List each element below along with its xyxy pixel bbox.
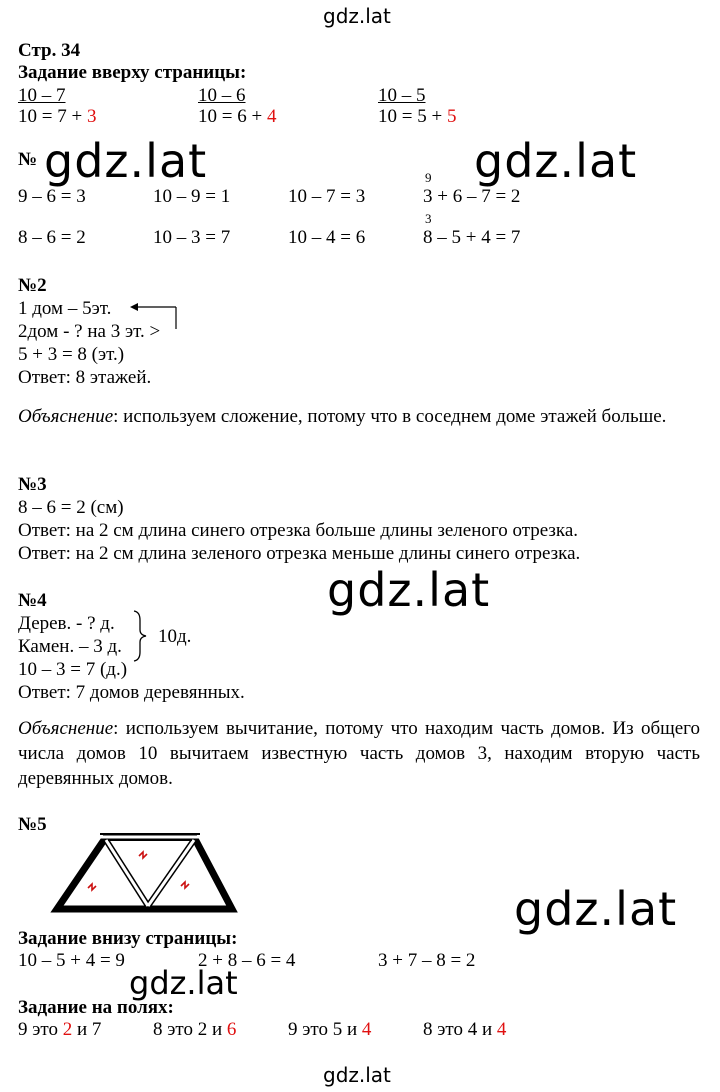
task1-r2-c4: 8 – 5 + 4 = 7	[423, 227, 521, 248]
task1-sup-3: 3	[425, 211, 432, 226]
margins-task-title: Задание на полях:	[18, 997, 174, 1018]
task2-line3: 5 + 3 = 8 (эт.)	[18, 344, 125, 365]
task1-r2-c1: 8 – 6 = 2	[18, 227, 86, 248]
margins-item-3: 9 это 5 и 4	[288, 1019, 372, 1040]
task1-r1-c3: 10 – 7 = 3	[288, 186, 366, 207]
task5-label: №5	[18, 814, 47, 835]
task1-label: №	[18, 149, 38, 170]
task4-line3: 10 – 3 = 7 (д.)	[18, 659, 128, 680]
top-expr-3: 10 – 5	[378, 85, 426, 106]
task2-answer: Ответ: 8 этажей.	[18, 367, 152, 388]
task4-total: 10д.	[158, 626, 192, 647]
top-task-title: Задание вверху страницы:	[18, 62, 247, 83]
task4-answer: Ответ: 7 домов деревянных.	[18, 682, 245, 703]
watermark-3: gdz.lat	[327, 563, 491, 617]
task3-line1: 8 – 6 = 2 (см)	[18, 497, 124, 518]
task3-label: №3	[18, 474, 47, 495]
watermark-4: gdz.lat	[514, 882, 678, 936]
task3-answer2: Ответ: на 2 см длина зеленого отрезка меньше длины синего отрезка.	[18, 543, 581, 564]
top-eq-1: 10 = 7 + 3	[18, 106, 97, 127]
top-eq-3: 10 = 5 + 5	[378, 106, 457, 127]
bottom-expr-3: 3 + 7 – 8 = 2	[378, 950, 476, 971]
task1-r1-c1: 9 – 6 = 3	[18, 186, 86, 207]
task2-explanation: Объяснение: используем сложение, потому что в соседнем доме этажей больше.	[18, 406, 667, 427]
task1-sup-9: 9	[425, 170, 432, 185]
task2-line1: 1 дом – 5эт.	[18, 298, 112, 319]
watermark-1: gdz.lat	[44, 134, 208, 188]
task4-explanation: Объяснение: используем вычитание, потому что находим часть домов. Из общего числа домов 10 вычитаем известную часть домов 3, находим вторую часть деревянных домов.	[18, 718, 700, 789]
margins-item-4: 8 это 4 и 4	[423, 1019, 507, 1040]
bottom-expr-2: 2 + 8 – 6 = 4	[198, 950, 296, 971]
task4-label: №4	[18, 590, 47, 611]
task3-answer1: Ответ: на 2 см длина синего отрезка больше длины зеленого отрезка.	[18, 520, 579, 541]
task1-r2-c2: 10 – 3 = 7	[153, 227, 231, 248]
bottom-task-title: Задание внизу страницы:	[18, 928, 238, 949]
watermark-bottom: gdz.lat	[323, 1063, 391, 1087]
bottom-expr-1: 10 – 5 + 4 = 9	[18, 950, 125, 971]
task4-line2: Камен. – 3 д.	[18, 636, 122, 657]
task1-r1-c4: 3 + 6 – 7 = 2	[423, 186, 521, 207]
watermark-2: gdz.lat	[474, 134, 638, 188]
task1-r2-c3: 10 – 4 = 6	[288, 227, 366, 248]
task1-r1-c2: 10 – 9 = 1	[153, 186, 231, 207]
page-number: Стр. 34	[18, 40, 81, 61]
top-expr-1: 10 – 7	[18, 85, 66, 106]
task4-line1: Дерев. - ? д.	[18, 613, 115, 634]
watermark-5: gdz.lat	[129, 964, 238, 1002]
margins-item-2: 8 это 2 и 6	[153, 1019, 237, 1040]
margins-item-1: 9 это 2 и 7	[18, 1019, 102, 1040]
top-eq-2: 10 = 6 + 4	[198, 106, 277, 127]
task2-label: №2	[18, 275, 47, 296]
watermark-top: gdz.lat	[323, 4, 391, 28]
task2-line2: 2дом - ? на 3 эт. >	[18, 321, 161, 342]
top-expr-2: 10 – 6	[198, 85, 246, 106]
